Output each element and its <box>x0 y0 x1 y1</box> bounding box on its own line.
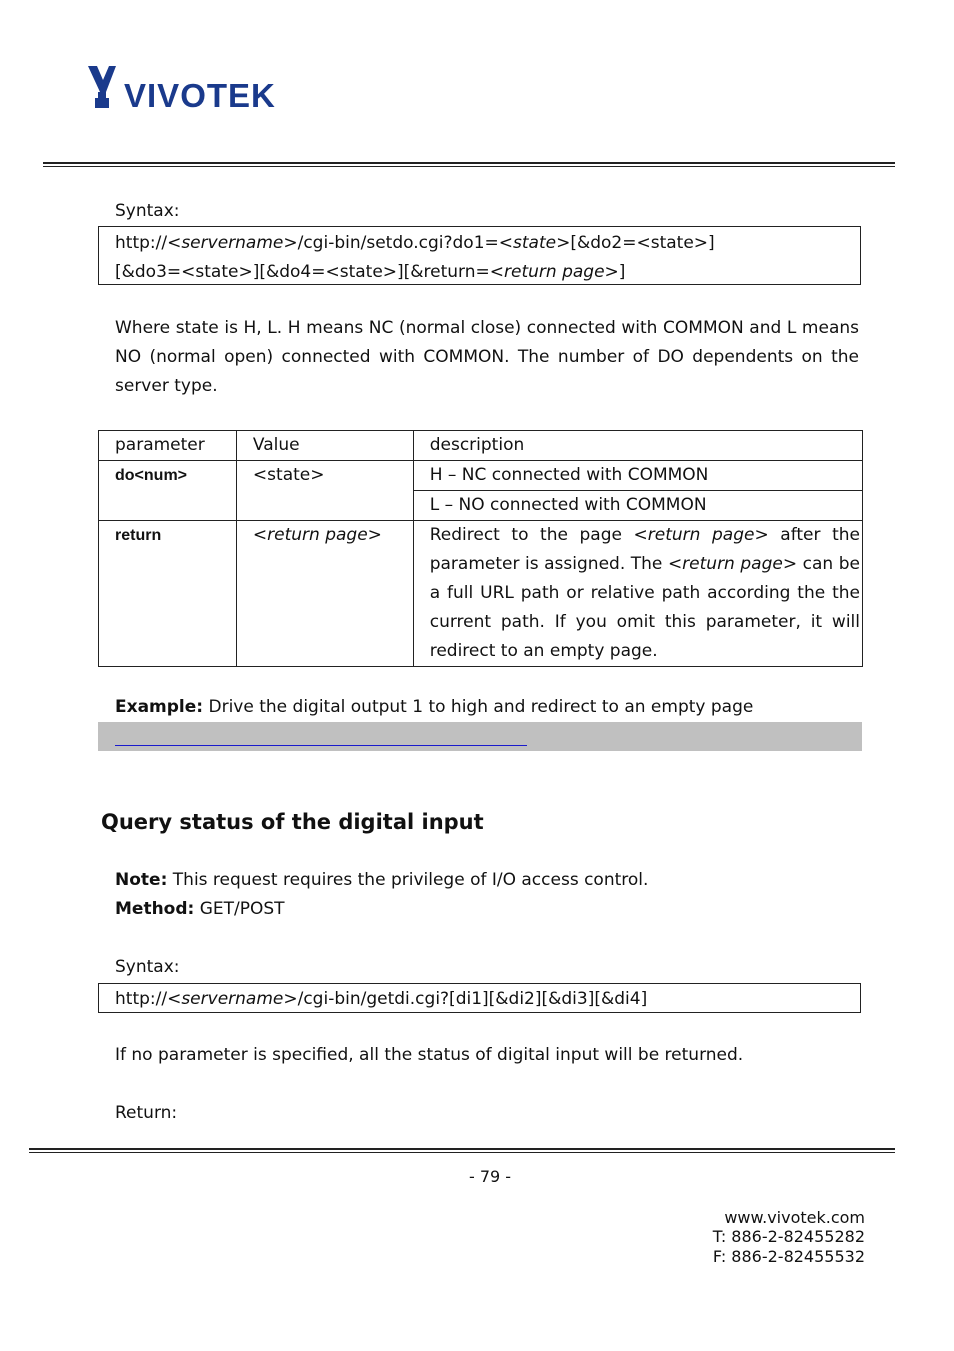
parameter-table <box>98 430 863 667</box>
example-text: Drive the digital output 1 to high and redirect to an empty page <box>203 697 754 717</box>
example-link[interactable] <box>115 745 527 746</box>
page-number: - 79 - <box>468 1167 512 1186</box>
table-row <box>99 521 863 667</box>
example-label: Example: <box>115 697 204 717</box>
param-do-num: do<num> <box>99 461 237 521</box>
syntax-label-2: Syntax: <box>115 957 180 977</box>
footer-rule <box>29 1148 895 1153</box>
header-parameter: parameter <box>99 431 237 461</box>
desc-h: H – NC connected with COMMON <box>413 461 862 491</box>
value-return-page: <return page> <box>236 521 413 667</box>
header-description: description <box>413 431 862 461</box>
return-label: Return: <box>115 1103 178 1123</box>
method-line <box>115 899 285 919</box>
section-heading: Query status of the digital input <box>101 810 484 834</box>
header-rule <box>43 162 895 167</box>
param-return: return <box>99 521 237 667</box>
method-text: GET/POST <box>194 899 285 919</box>
state-description: Where state is H, L. H means NC (normal close) connected with COMMON and L means NO (normal open) connected with COMMON. The number of DO dependents on the server type. <box>115 318 859 396</box>
syntax-line-1: http://<servername>/cgi-bin/setdo.cgi?do1=<state>[&do2=<state>] <box>115 233 715 253</box>
table-row <box>99 461 863 491</box>
note-line <box>115 870 648 890</box>
header-value: Value <box>236 431 413 461</box>
note-text: This request requires the privilege of I/O access control. <box>167 870 649 890</box>
footer-fax: F: 886-2-82455532 <box>712 1247 865 1266</box>
footer-phone: T: 886-2-82455282 <box>712 1227 865 1246</box>
note-label: Note: <box>115 870 168 890</box>
example-code-bar <box>98 722 862 751</box>
syntax-label: Syntax: <box>115 201 180 221</box>
setdo-syntax-box <box>98 226 861 285</box>
vivotek-logo <box>86 62 296 112</box>
desc-l: L – NO connected with COMMON <box>413 491 862 521</box>
value-state: <state> <box>236 461 413 521</box>
getdi-syntax-box: http://<servername>/cgi-bin/getdi.cgi?[di1][&di2][&di3][&di4] <box>98 983 861 1013</box>
footer-website: www.vivotek.com <box>724 1208 865 1227</box>
desc-return: Redirect to the page <return page> after the parameter is assigned. The <return page> can be a full URL path or relative path according the the current path. If you omit this parameter, it will redirect to an empty page. <box>413 521 862 667</box>
syntax-line-2: [&do3=<state>][&do4=<state>][&return=<return page>] <box>115 262 626 282</box>
logo-wordmark: VIVOTEK <box>124 77 276 112</box>
no-parameter-info: If no parameter is specified, all the status of digital input will be returned. <box>115 1045 744 1065</box>
table-header-row <box>99 431 863 461</box>
example-line <box>115 697 753 717</box>
method-label: Method: <box>115 899 195 919</box>
